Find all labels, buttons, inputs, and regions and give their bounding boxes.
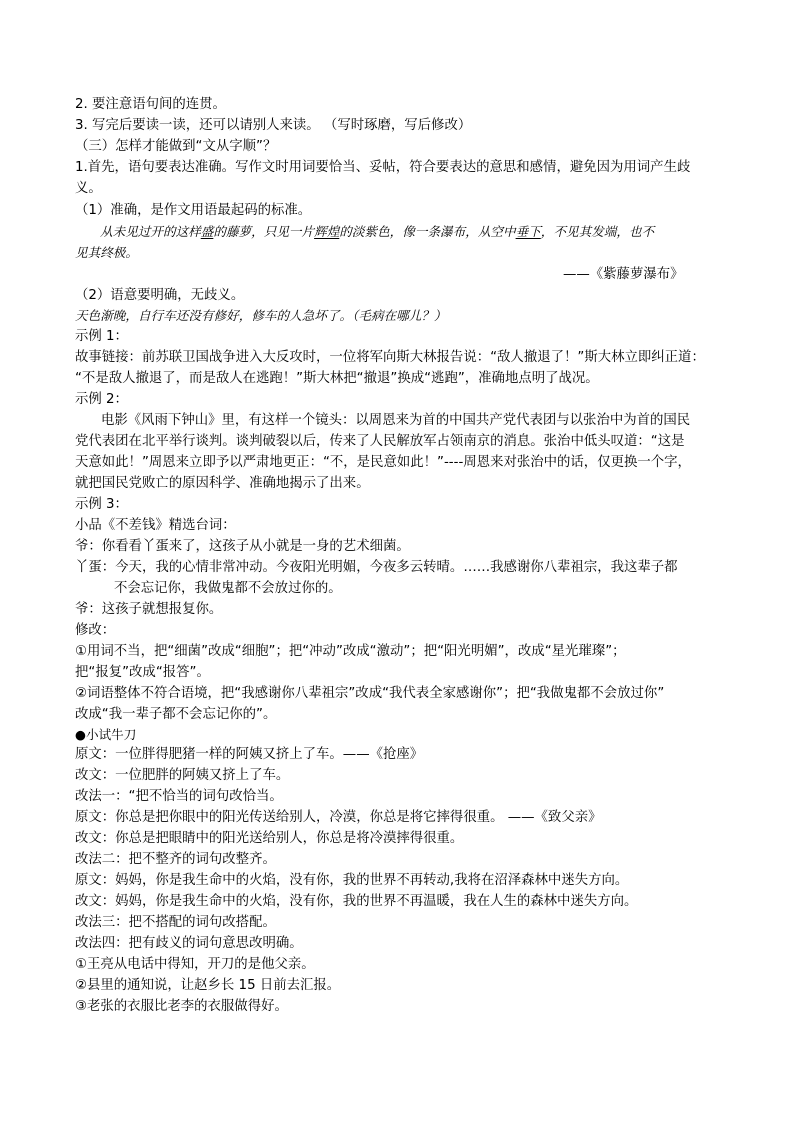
paragraph-line: 改法一：“把不恰当的词句改恰当。 <box>75 789 283 804</box>
paragraph-line: 改法四：把有歧义的词句意思改明确。 <box>75 936 303 951</box>
example-label: 示例 2： <box>75 392 128 407</box>
paragraph-line: 电影《风雨下钟山》里，有这样一个镜头：以周恩来为首的中国共产党代表团与以张治中为首的国民 <box>101 413 691 428</box>
underlined-word: 盛 <box>200 224 214 239</box>
example-label: 示例 1： <box>75 329 128 344</box>
subheading: （2）语意要明确，无歧义。 <box>75 288 245 303</box>
paragraph-line: 天意如此！”周恩来立即予以严肃地更正：“不，是民意如此！”----周恩来对张治中的话，仅更换一个字， <box>75 455 691 470</box>
paragraph-line: 改成“我一辈子都不会忘记你的”。 <box>75 707 277 722</box>
example-sentence: 天色渐晚，自行车还没有修好，修车的人急坏了。（毛病在哪儿？） <box>75 308 447 323</box>
underlined-word: 辉煌 <box>314 224 340 239</box>
quote-text: 的淡紫色，像一条瀑布，从空中 <box>339 224 516 239</box>
paragraph-line: 故事链接：前苏联卫国战争进入大反攻时，一位将军向斯大林报告说：“敌人撤退了！”斯大林立即纠正道： <box>75 350 705 365</box>
example-label: 示例 3： <box>75 497 128 512</box>
paragraph-line: 改文：妈妈，你是我生命中的火焰，没有你，我的世界不再温暖，我在人生的森林中迷失方向。 <box>75 894 638 909</box>
quote-line <box>100 222 654 242</box>
paragraph-line: 改法二：把不整齐的词句改整齐。 <box>75 852 276 867</box>
paragraph-line: 原文：一位胖得肥猪一样的阿姨又挤上了车。——《抢座》 <box>75 747 424 762</box>
paragraph-line: 改文：一位肥胖的阿姨又挤上了车。 <box>75 768 290 783</box>
quote-text: 的藤萝，只见一片 <box>213 224 315 239</box>
underlined-word: 垂下 <box>515 224 541 239</box>
paragraph-line: 原文：你总是把你眼中的阳光传送给别人，冷漠，你总是将它摔得很重。 ——《致父亲》 <box>75 810 602 825</box>
quote-line: 见其终极。 <box>75 245 138 260</box>
paragraph-line: 改法三：把不搭配的词句改搭配。 <box>75 915 276 930</box>
paragraph-line: 1.首先，语句要表达准确。写作文时用词要恰当、妥帖，符合要表达的意思和感情，避免因为用词产生歧 <box>75 160 691 175</box>
dialogue-line: 不会忘记你，我做鬼都不会放过你的。 <box>114 581 342 596</box>
dialogue-line: 爷：你看看丫蛋来了，这孩子从小就是一身的艺术细菌。 <box>75 539 410 554</box>
paragraph-line: 改文：你总是把眼睛中的阳光送给别人，你总是将冷漠摔得很重。 <box>75 831 464 846</box>
subheading: （1）准确，是作文用语最起码的标准。 <box>75 203 312 218</box>
list-item-2: 2. 要注意语句间的连贯。 <box>75 97 226 112</box>
paragraph-line: 原文：妈妈，你是我生命中的火焰，没有你，我的世界不再转动,我将在沼泽森林中迷失方向。 <box>75 873 629 888</box>
quote-text: 从未见过开的这样 <box>100 224 201 239</box>
paragraph-line: 义。 <box>75 181 102 196</box>
paragraph-line: “不是敌人撤退了，而是敌人在逃跑！”斯大林把“撤退”换成“逃跑”，准确地点明了战况。 <box>75 371 599 386</box>
list-item-3: 3. 写完后要读一读，还可以请别人来读。 （写时琢磨，写后修改） <box>75 118 472 133</box>
paragraph-line: ②县里的通知说，让赵乡长 15 日前去汇报。 <box>75 978 341 993</box>
quote-text: ，不见其发端，也不 <box>540 224 655 239</box>
quote-source: ——《紫藤萝瀑布》 <box>563 267 684 282</box>
paragraph-line: 修改： <box>75 623 116 638</box>
paragraph-line: ③老张的衣服比老李的衣服做得好。 <box>75 999 288 1014</box>
section-heading: （三）怎样才能做到“文从字顺”？ <box>75 139 277 154</box>
paragraph-line: 小品《不差钱》精选台词： <box>75 518 236 533</box>
paragraph-line: ①王亮从电话中得知，开刀的是他父亲。 <box>75 957 315 972</box>
paragraph-line: ①用词不当，把“细菌”改成“细胞”；把“冲动”改成“激动”；把“阳光明媚”，改成“星光璀璨”； <box>75 644 626 659</box>
paragraph-line: 就把国民党败亡的原因科学、准确地揭示了出来。 <box>75 476 370 491</box>
dialogue-line: 爷：这孩子就想报复你。 <box>75 602 223 617</box>
dialogue-line: 丫蛋：今天，我的心情非常冲动。今夜阳光明媚，今夜多云转晴。……我感谢你八辈祖宗，我这辈子都 <box>75 560 678 575</box>
paragraph-line: ②词语整体不符合语境，把“我感谢你八辈祖宗”改成“我代表全家感谢你”；把“我做鬼都不会放过你” <box>75 686 665 701</box>
subheading: ●小试牛刀 <box>75 727 137 742</box>
paragraph-line: 把“报复”改成“报答”。 <box>75 665 210 680</box>
paragraph-line: 党代表团在北平举行谈判。谈判破裂以后，传来了人民解放军占领南京的消息。张治中低头叹道：“这是 <box>75 434 685 449</box>
